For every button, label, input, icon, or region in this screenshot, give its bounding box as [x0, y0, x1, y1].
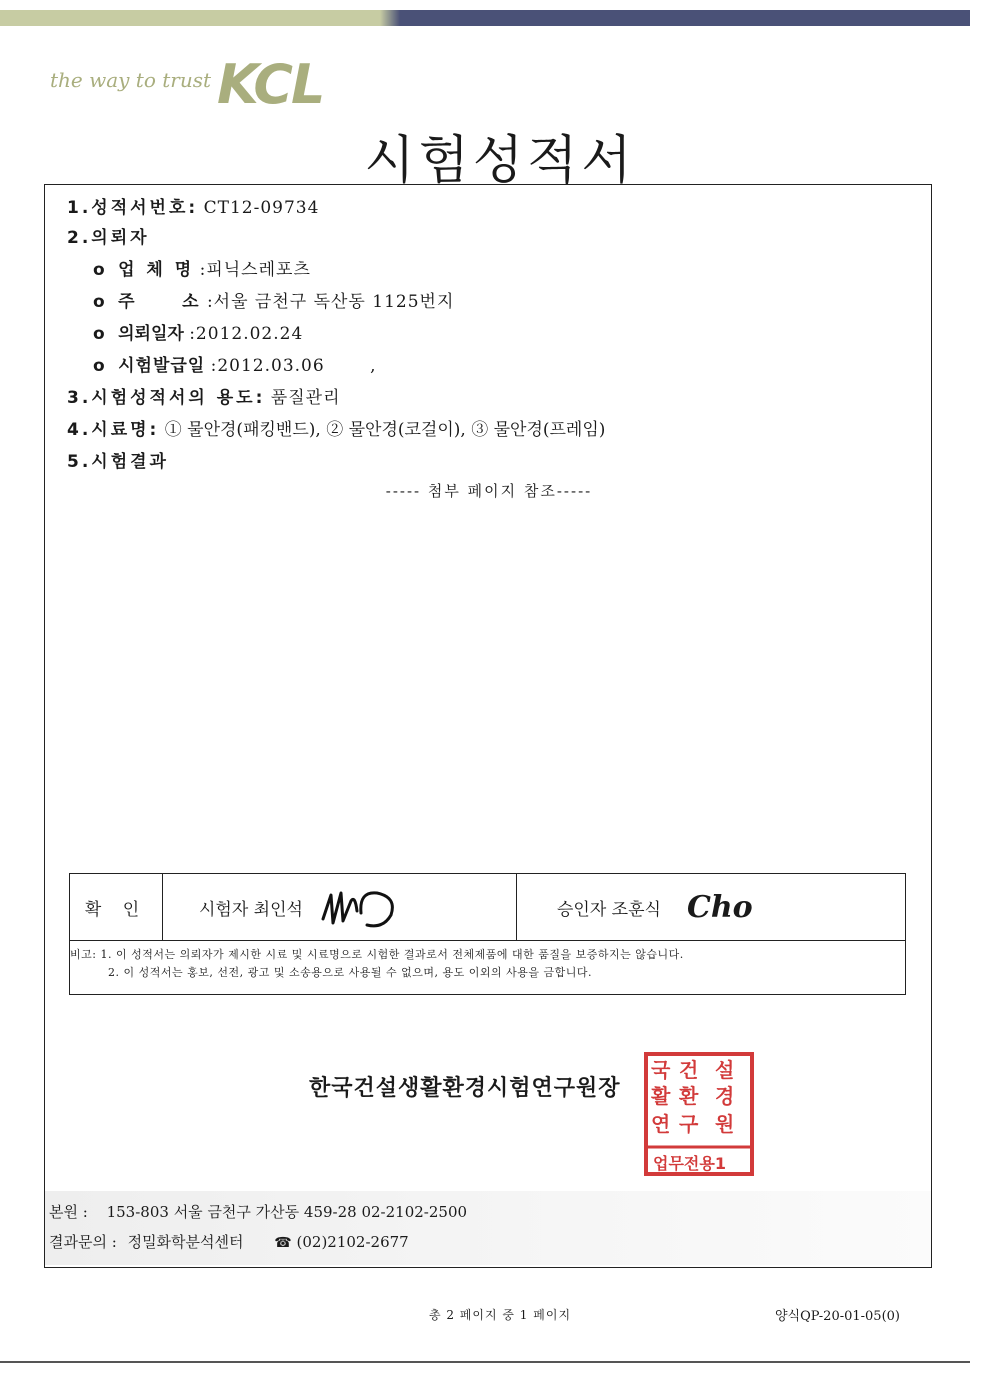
result-label: 5.시험결과	[67, 452, 169, 472]
kcl-logo: KCL	[217, 53, 324, 116]
purpose-row	[67, 383, 341, 408]
signature-table	[69, 873, 906, 995]
organization-name: 한국건설생활환경시험연구원장	[309, 1076, 621, 1101]
request-date-row	[93, 319, 303, 344]
svg-text:경: 경	[715, 1084, 735, 1108]
report-number-row	[67, 193, 319, 218]
form-number: 양식QP-20-01-05(0)	[774, 1309, 900, 1324]
report-body	[44, 184, 932, 1268]
result-row	[67, 447, 169, 472]
kcl-brand	[50, 53, 324, 116]
address-label: 주 소	[118, 292, 202, 312]
official-seal-icon	[643, 1051, 755, 1177]
sample-value: ① 물안경(패킹밴드), ② 물안경(코걸이), ③ 물안경(프레임)	[164, 420, 606, 440]
brand-tagline: the way to trust	[50, 68, 212, 92]
attachment-note: ----- 첨부 페이지 참조-----	[385, 482, 593, 500]
svg-text:설: 설	[715, 1058, 735, 1082]
headquarters-line	[49, 1201, 467, 1222]
tester-signature-icon	[317, 885, 407, 929]
sample-row	[67, 415, 605, 440]
approver-label: 승인자 조훈식	[557, 899, 661, 920]
remarks	[70, 941, 905, 994]
headquarters-label: 본원 :	[49, 1203, 88, 1221]
approver-signature: Cho	[686, 889, 753, 925]
svg-text:업무전용1: 업무전용1	[653, 1154, 726, 1173]
report-number-label: 1.성적서번호:	[67, 198, 199, 218]
inquiry-label: 결과문의 :	[49, 1233, 117, 1251]
headquarters-info: 153-803 서울 금천구 가산동 459-28 02-2102-2500	[106, 1203, 468, 1221]
svg-text:환: 환	[679, 1084, 699, 1108]
svg-text:연: 연	[651, 1112, 671, 1136]
request-date-value: :2012.02.24	[189, 324, 304, 344]
report-number-value: CT12-09734	[203, 198, 320, 218]
bullet-icon: o	[93, 260, 105, 280]
bullet-icon: o	[93, 292, 105, 312]
inquiry-phone: (02)2102-2677	[296, 1233, 409, 1251]
remarks-prefix: 비고:	[70, 948, 97, 961]
bullet-icon: o	[93, 324, 105, 344]
inquiry-line	[49, 1231, 409, 1252]
requester-label: 2.의뢰자	[67, 228, 150, 248]
company-value: :피닉스레포츠	[199, 260, 311, 280]
remarks-line-2: 2. 이 성적서는 홍보, 선전, 광고 및 소송용으로 사용될 수 없으며, 용도 이외의 사용을 금합니다.	[108, 966, 592, 979]
svg-text:원: 원	[715, 1112, 735, 1136]
svg-text:건: 건	[679, 1058, 699, 1082]
footer-contact	[45, 1191, 931, 1265]
header-color-band	[0, 10, 970, 26]
company-row	[93, 255, 311, 280]
issue-date-mark: ,	[370, 356, 377, 376]
svg-text:활: 활	[651, 1084, 671, 1108]
sample-label: 4.시료명:	[67, 420, 160, 440]
address-row	[93, 287, 454, 312]
phone-icon: ☎	[274, 1235, 292, 1251]
confirm-label: 확 인	[70, 874, 163, 940]
bottom-rule	[0, 1361, 970, 1363]
signature-row	[70, 874, 905, 941]
issue-date-value: :2012.03.06	[210, 356, 325, 376]
document-title: 시험성적서	[364, 131, 636, 191]
tester-cell	[163, 874, 517, 940]
request-date-label: 의뢰일자	[118, 324, 184, 344]
page-info: 총 2 페이지 중 1 페이지	[428, 1308, 572, 1322]
svg-text:국: 국	[651, 1058, 671, 1082]
bullet-icon: o	[93, 356, 105, 376]
address-value: :서울 금천구 독산동 1125번지	[206, 292, 455, 312]
purpose-value: 품질관리	[270, 388, 341, 408]
approver-cell	[517, 874, 905, 940]
inquiry-center: 정밀화학분석센터	[127, 1233, 244, 1251]
svg-text:구: 구	[679, 1112, 699, 1136]
tester-label: 시험자 최인석	[199, 899, 303, 920]
issue-date-row	[93, 351, 377, 376]
purpose-label: 3.시험성적서의 용도:	[67, 388, 266, 408]
requester-row	[67, 223, 150, 248]
company-label: 업 체 명	[118, 260, 195, 280]
remarks-line-1	[70, 946, 905, 964]
issue-date-label: 시험발급일	[118, 356, 206, 376]
remarks-text-1: 1. 이 성적서는 의뢰자가 제시한 시료 및 시료명으로 시험한 결과로서 전체제품에 대한 품질을 보증하지는 않습니다.	[100, 948, 684, 961]
